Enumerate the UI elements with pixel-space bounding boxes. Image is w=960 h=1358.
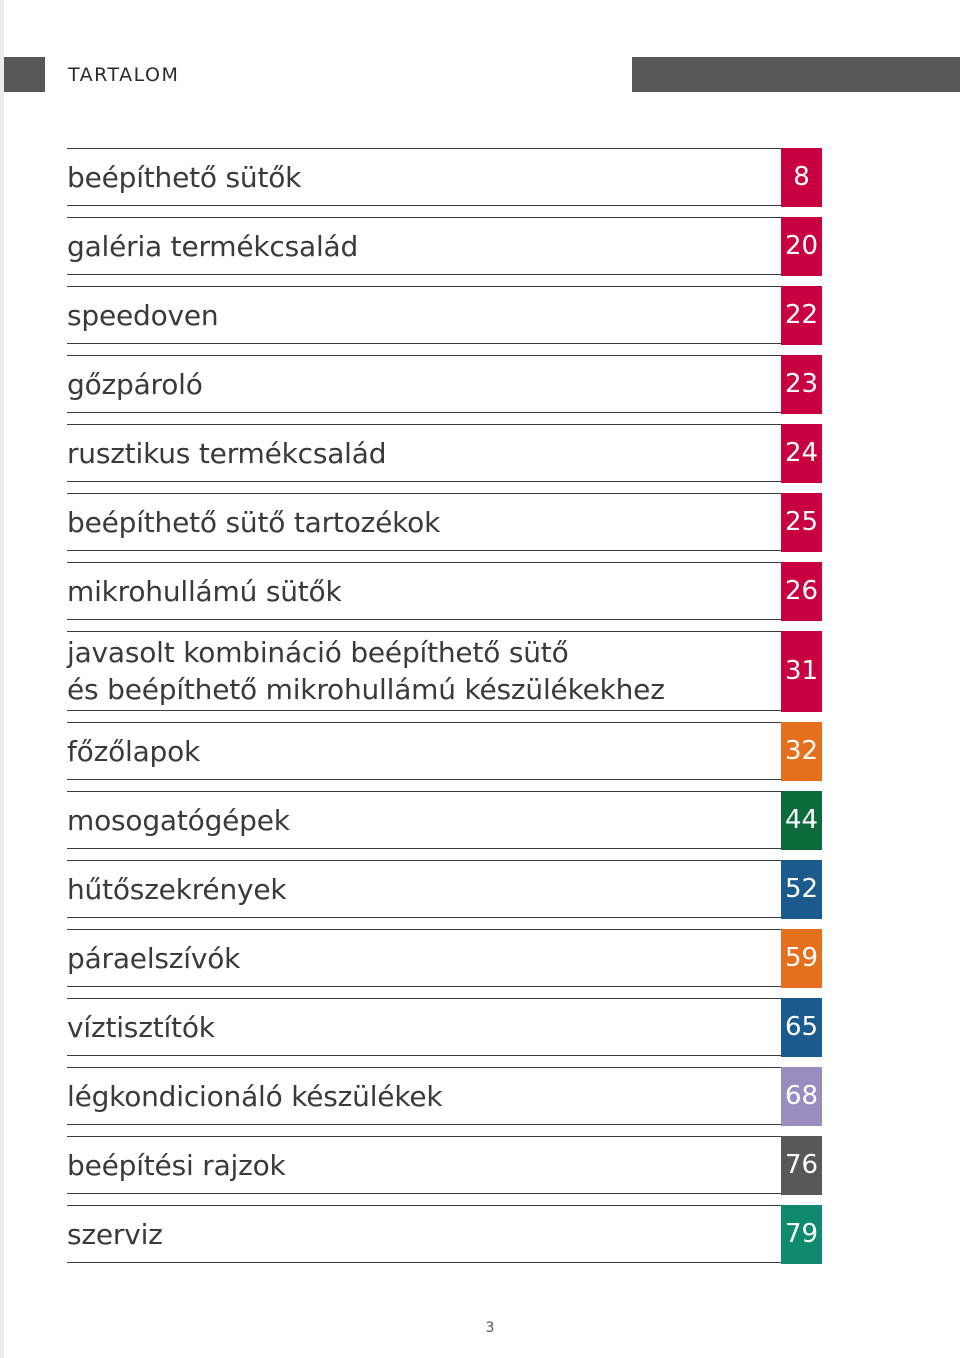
- toc-row[interactable]: [67, 860, 822, 918]
- toc-label: gőzpároló: [67, 367, 203, 401]
- toc-label: beépíthető sütő tartozékok: [67, 505, 441, 539]
- toc-row[interactable]: [67, 424, 822, 482]
- toc-label: speedoven: [67, 298, 219, 332]
- toc-label: víztisztítók: [67, 1010, 215, 1044]
- table-of-contents: [67, 148, 822, 1274]
- section-title: TARTALOM: [68, 64, 180, 86]
- header-bar: [632, 57, 960, 92]
- toc-row[interactable]: [67, 791, 822, 849]
- toc-page-number: 68: [781, 1067, 822, 1126]
- toc-row[interactable]: [67, 631, 822, 711]
- header-block: [4, 57, 45, 92]
- toc-label: hűtőszekrények: [67, 872, 287, 906]
- toc-row[interactable]: [67, 1067, 822, 1125]
- toc-page-number: 52: [781, 860, 822, 919]
- toc-label: szerviz: [67, 1217, 163, 1251]
- toc-page-number: 8: [781, 148, 822, 207]
- toc-label-line-1: javasolt kombináció beépíthető sütő: [67, 636, 569, 669]
- toc-page-number: 25: [781, 493, 822, 552]
- page-number: 3: [485, 1320, 495, 1336]
- toc-page-number: 22: [781, 286, 822, 345]
- toc-page-number: 79: [781, 1205, 822, 1264]
- toc-row[interactable]: [67, 1136, 822, 1194]
- toc-row[interactable]: [67, 217, 822, 275]
- page-edge: [0, 0, 4, 1358]
- toc-page-number: 20: [781, 217, 822, 276]
- toc-label: főzőlapok: [67, 734, 201, 768]
- toc-row[interactable]: [67, 562, 822, 620]
- toc-label: páraelszívók: [67, 941, 241, 975]
- toc-page-number: 59: [781, 929, 822, 988]
- toc-label-line-2: és beépíthető mikrohullámú készülékekhez: [67, 673, 665, 706]
- toc-label: légkondicionáló készülékek: [67, 1079, 443, 1113]
- toc-label: mikrohullámú sütők: [67, 574, 342, 608]
- toc-label: galéria termékcsalád: [67, 229, 359, 263]
- toc-page-number: 31: [781, 631, 822, 712]
- toc-row[interactable]: [67, 355, 822, 413]
- toc-label: beépítési rajzok: [67, 1148, 286, 1182]
- toc-page-number: 65: [781, 998, 822, 1057]
- toc-page-number: 23: [781, 355, 822, 414]
- toc-row[interactable]: [67, 998, 822, 1056]
- toc-row[interactable]: [67, 148, 822, 206]
- toc-row[interactable]: [67, 1205, 822, 1263]
- toc-page-number: 44: [781, 791, 822, 850]
- toc-row[interactable]: [67, 929, 822, 987]
- toc-label: [67, 632, 762, 710]
- toc-page-number: 26: [781, 562, 822, 621]
- toc-page-number: 24: [781, 424, 822, 483]
- toc-label: rusztikus termékcsalád: [67, 436, 387, 470]
- toc-row[interactable]: [67, 722, 822, 780]
- toc-row[interactable]: [67, 493, 822, 551]
- toc-page-number: 32: [781, 722, 822, 781]
- toc-label: mosogatógépek: [67, 803, 290, 837]
- toc-row[interactable]: [67, 286, 822, 344]
- toc-page-number: 76: [781, 1136, 822, 1195]
- toc-label: beépíthető sütők: [67, 160, 302, 194]
